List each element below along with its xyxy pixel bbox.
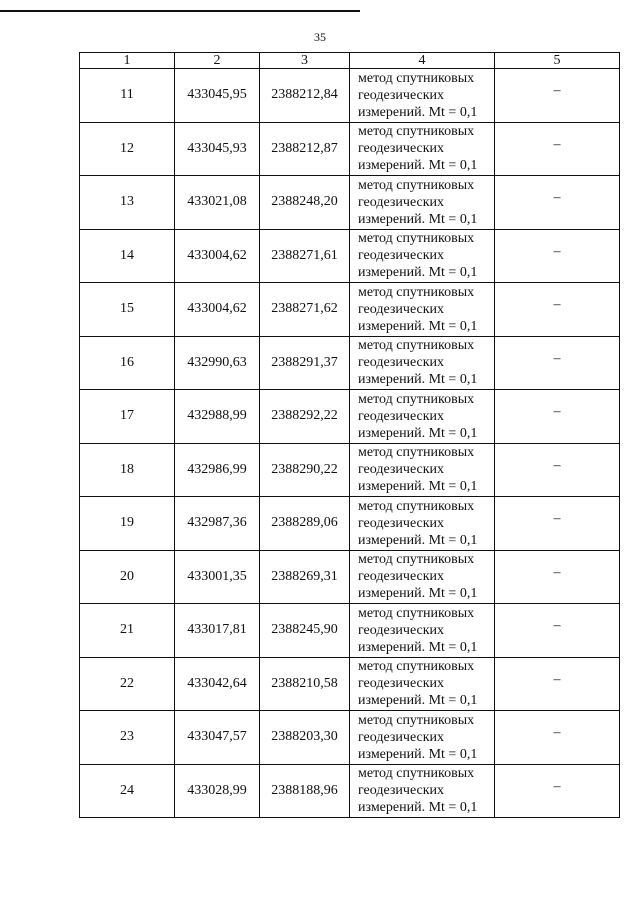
point-number-cell: 20 — [80, 550, 175, 604]
coordinates-table — [79, 52, 620, 818]
method-line: метод спутниковых — [358, 391, 475, 407]
method-line: измерений. Mt = 0,1 — [358, 746, 478, 762]
method-cell — [350, 550, 495, 604]
top-rule — [0, 10, 360, 12]
method-line: метод спутниковых — [358, 552, 475, 568]
table-row — [80, 229, 620, 283]
x-coordinate-cell: 433045,95 — [175, 69, 260, 123]
table-row — [80, 390, 620, 444]
accuracy-cell: – — [495, 336, 620, 390]
method-line: метод спутниковых — [358, 659, 475, 675]
method-line: метод спутниковых — [358, 70, 475, 86]
table-body — [80, 69, 620, 818]
method-line: геодезических — [358, 569, 445, 585]
point-number-cell: 13 — [80, 176, 175, 230]
method-line: геодезических — [358, 622, 445, 638]
method-line: геодезических — [358, 194, 445, 210]
x-coordinate-cell: 433021,08 — [175, 176, 260, 230]
method-cell — [350, 711, 495, 765]
y-coordinate-cell: 2388212,87 — [260, 122, 350, 176]
accuracy-cell: – — [495, 122, 620, 176]
accuracy-cell: – — [495, 550, 620, 604]
x-coordinate-cell: 432987,36 — [175, 497, 260, 551]
accuracy-cell: – — [495, 176, 620, 230]
method-line: измерений. Mt = 0,1 — [358, 586, 478, 602]
method-line: измерений. Mt = 0,1 — [358, 479, 478, 495]
method-line: геодезических — [358, 355, 445, 371]
y-coordinate-cell: 2388248,20 — [260, 176, 350, 230]
accuracy-cell: – — [495, 283, 620, 337]
y-coordinate-cell: 2388292,22 — [260, 390, 350, 444]
y-coordinate-cell: 2388290,22 — [260, 443, 350, 497]
y-coordinate-cell: 2388271,62 — [260, 283, 350, 337]
method-line: измерений. Mt = 0,1 — [358, 372, 478, 388]
y-coordinate-cell: 2388203,30 — [260, 711, 350, 765]
method-cell — [350, 764, 495, 818]
x-coordinate-cell: 433045,93 — [175, 122, 260, 176]
y-coordinate-cell: 2388188,96 — [260, 764, 350, 818]
header-col-4: 4 — [350, 53, 495, 69]
method-line: метод спутниковых — [358, 124, 475, 140]
x-coordinate-cell: 433028,99 — [175, 764, 260, 818]
method-line: геодезических — [358, 141, 445, 157]
method-line: измерений. Mt = 0,1 — [358, 211, 478, 227]
header-col-2: 2 — [175, 53, 260, 69]
method-cell — [350, 336, 495, 390]
header-col-3: 3 — [260, 53, 350, 69]
x-coordinate-cell: 433001,35 — [175, 550, 260, 604]
point-number-cell: 23 — [80, 711, 175, 765]
table-row — [80, 497, 620, 551]
accuracy-cell: – — [495, 390, 620, 444]
table-row — [80, 550, 620, 604]
method-line: метод спутниковых — [358, 712, 475, 728]
method-line: метод спутниковых — [358, 498, 475, 514]
table-row — [80, 657, 620, 711]
x-coordinate-cell: 432986,99 — [175, 443, 260, 497]
x-coordinate-cell: 432988,99 — [175, 390, 260, 444]
accuracy-cell: – — [495, 69, 620, 123]
accuracy-cell: – — [495, 657, 620, 711]
method-cell — [350, 229, 495, 283]
table-row — [80, 283, 620, 337]
method-line: геодезических — [358, 462, 445, 478]
point-number-cell: 19 — [80, 497, 175, 551]
table-row — [80, 122, 620, 176]
point-number-cell: 15 — [80, 283, 175, 337]
method-line: измерений. Mt = 0,1 — [358, 158, 478, 174]
point-number-cell: 12 — [80, 122, 175, 176]
header-col-1: 1 — [80, 53, 175, 69]
accuracy-cell: – — [495, 711, 620, 765]
table-row — [80, 443, 620, 497]
method-line: геодезических — [358, 301, 445, 317]
method-line: измерений. Mt = 0,1 — [358, 693, 478, 709]
x-coordinate-cell: 432990,63 — [175, 336, 260, 390]
table-row — [80, 176, 620, 230]
method-cell — [350, 283, 495, 337]
point-number-cell: 17 — [80, 390, 175, 444]
method-line: измерений. Mt = 0,1 — [358, 318, 478, 334]
y-coordinate-cell: 2388269,31 — [260, 550, 350, 604]
table-row — [80, 711, 620, 765]
header-row — [80, 53, 620, 69]
accuracy-cell: – — [495, 604, 620, 658]
method-cell — [350, 122, 495, 176]
method-line: геодезических — [358, 248, 445, 264]
method-line: геодезических — [358, 676, 445, 692]
point-number-cell: 14 — [80, 229, 175, 283]
y-coordinate-cell: 2388291,37 — [260, 336, 350, 390]
method-line: метод спутниковых — [358, 766, 475, 782]
method-line: измерений. Mt = 0,1 — [358, 425, 478, 441]
method-line: измерений. Mt = 0,1 — [358, 104, 478, 120]
table-row — [80, 764, 620, 818]
point-number-cell: 21 — [80, 604, 175, 658]
method-line: геодезических — [358, 729, 445, 745]
table-row — [80, 604, 620, 658]
method-cell — [350, 443, 495, 497]
y-coordinate-cell: 2388210,58 — [260, 657, 350, 711]
table-row — [80, 336, 620, 390]
y-coordinate-cell: 2388212,84 — [260, 69, 350, 123]
point-number-cell: 16 — [80, 336, 175, 390]
accuracy-cell: – — [495, 229, 620, 283]
method-line: геодезических — [358, 783, 445, 799]
x-coordinate-cell: 433047,57 — [175, 711, 260, 765]
point-number-cell: 11 — [80, 69, 175, 123]
table-header — [80, 53, 620, 69]
method-line: геодезических — [358, 408, 445, 424]
method-line: измерений. Mt = 0,1 — [358, 265, 478, 281]
method-cell — [350, 604, 495, 658]
table-row — [80, 69, 620, 123]
page-number: 35 — [314, 30, 326, 44]
method-line: измерений. Mt = 0,1 — [358, 532, 478, 548]
x-coordinate-cell: 433017,81 — [175, 604, 260, 658]
point-number-cell: 18 — [80, 443, 175, 497]
y-coordinate-cell: 2388289,06 — [260, 497, 350, 551]
method-cell — [350, 69, 495, 123]
method-line: метод спутниковых — [358, 445, 475, 461]
method-cell — [350, 390, 495, 444]
method-line: геодезических — [358, 515, 445, 531]
accuracy-cell: – — [495, 764, 620, 818]
method-line: метод спутниковых — [358, 605, 475, 621]
method-line: измерений. Mt = 0,1 — [358, 800, 478, 816]
header-col-5: 5 — [495, 53, 620, 69]
method-line: метод спутниковых — [358, 231, 475, 247]
method-cell — [350, 176, 495, 230]
point-number-cell: 22 — [80, 657, 175, 711]
method-line: метод спутниковых — [358, 177, 475, 193]
x-coordinate-cell: 433042,64 — [175, 657, 260, 711]
accuracy-cell: – — [495, 497, 620, 551]
x-coordinate-cell: 433004,62 — [175, 283, 260, 337]
y-coordinate-cell: 2388245,90 — [260, 604, 350, 658]
y-coordinate-cell: 2388271,61 — [260, 229, 350, 283]
method-line: измерений. Mt = 0,1 — [358, 639, 478, 655]
method-cell — [350, 657, 495, 711]
method-line: геодезических — [358, 87, 445, 103]
accuracy-cell: – — [495, 443, 620, 497]
x-coordinate-cell: 433004,62 — [175, 229, 260, 283]
point-number-cell: 24 — [80, 764, 175, 818]
method-line: метод спутниковых — [358, 338, 475, 354]
method-line: метод спутниковых — [358, 284, 475, 300]
method-cell — [350, 497, 495, 551]
